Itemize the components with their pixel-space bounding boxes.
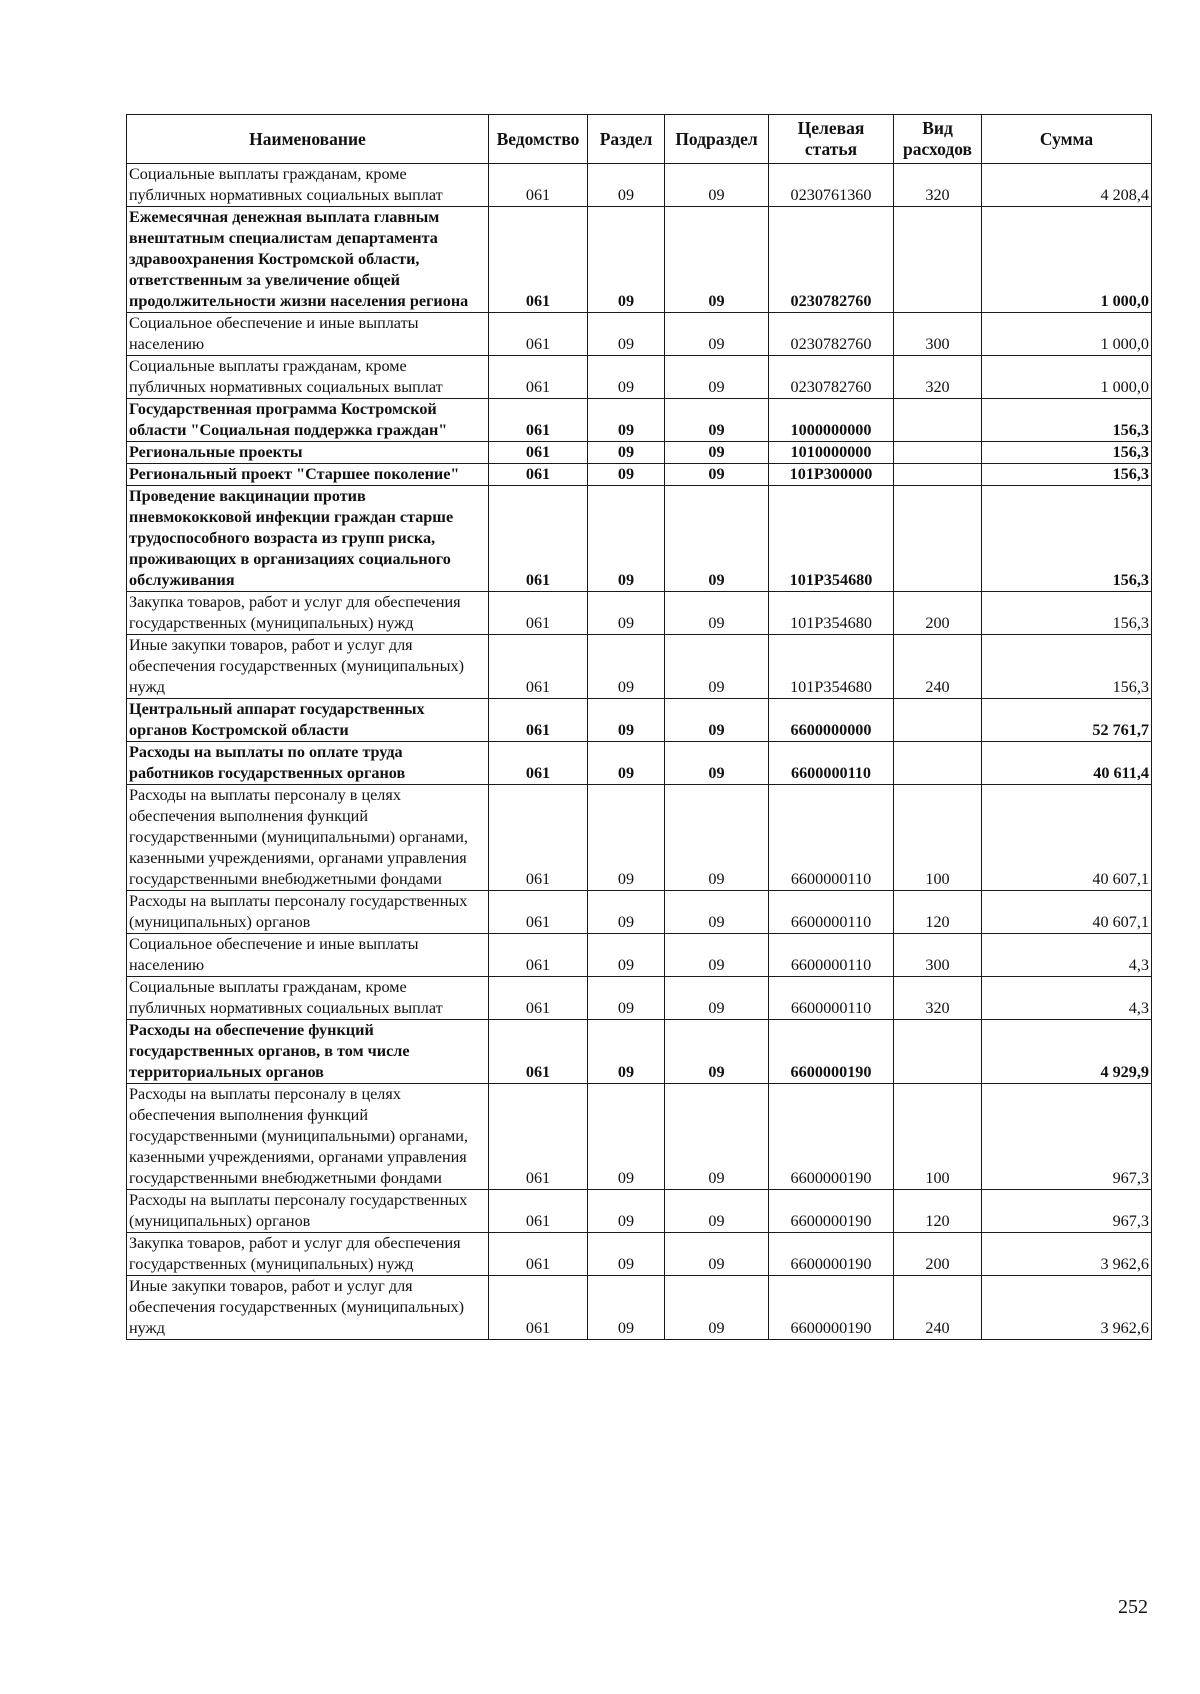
cell-department: 061 [489, 785, 588, 891]
cell-subsection: 09 [665, 207, 769, 313]
table-row [127, 934, 1152, 977]
cell-expense-type [894, 442, 982, 464]
cell-expense-type [894, 486, 982, 592]
cell-subsection: 09 [665, 1233, 769, 1276]
column-header-section: Раздел [588, 115, 665, 164]
cell-subsection: 09 [665, 464, 769, 486]
cell-target-item: 6600000190 [769, 1276, 894, 1340]
table-row [127, 742, 1152, 785]
table-row [127, 977, 1152, 1020]
cell-name: Проведение вакцинации против пневмококковой инфекции граждан старше трудоспособного возраста из групп риска, проживающих в организациях социального обслуживания [127, 486, 489, 592]
cell-name: Центральный аппарат государственных органов Костромской области [127, 699, 489, 742]
cell-expense-type: 320 [894, 164, 982, 207]
cell-expense-type [894, 464, 982, 486]
cell-target-item: 101P354680 [769, 592, 894, 635]
cell-section: 09 [588, 486, 665, 592]
table-row [127, 207, 1152, 313]
cell-name: Расходы на выплаты персоналу в целях обеспечения выполнения функций государственными (муниципальными) органами, казенными учреждениями, органами управления государственными внебюджетными фондами [127, 785, 489, 891]
cell-expense-type: 240 [894, 635, 982, 699]
table-row [127, 1190, 1152, 1233]
table-row [127, 699, 1152, 742]
cell-subsection: 09 [665, 1276, 769, 1340]
cell-subsection: 09 [665, 934, 769, 977]
cell-section: 09 [588, 1020, 665, 1084]
cell-department: 061 [489, 464, 588, 486]
cell-expense-type: 300 [894, 934, 982, 977]
cell-amount: 156,3 [982, 635, 1152, 699]
cell-section: 09 [588, 592, 665, 635]
cell-department: 061 [489, 442, 588, 464]
cell-target-item: 101P354680 [769, 486, 894, 592]
cell-department: 061 [489, 1020, 588, 1084]
cell-subsection: 09 [665, 399, 769, 442]
table-row [127, 1084, 1152, 1190]
cell-section: 09 [588, 934, 665, 977]
cell-amount: 3 962,6 [982, 1233, 1152, 1276]
cell-name: Иные закупки товаров, работ и услуг для обеспечения государственных (муниципальных) нужд [127, 635, 489, 699]
cell-section: 09 [588, 891, 665, 934]
cell-name: Социальные выплаты гражданам, кроме публичных нормативных социальных выплат [127, 164, 489, 207]
cell-expense-type: 300 [894, 313, 982, 356]
cell-name: Расходы на выплаты персоналу государственных (муниципальных) органов [127, 1190, 489, 1233]
cell-section: 09 [588, 442, 665, 464]
cell-amount: 156,3 [982, 592, 1152, 635]
table-row [127, 785, 1152, 891]
cell-name: Социальное обеспечение и иные выплаты населению [127, 313, 489, 356]
cell-subsection: 09 [665, 1084, 769, 1190]
table-row [127, 356, 1152, 399]
cell-name: Региональные проекты [127, 442, 489, 464]
cell-section: 09 [588, 464, 665, 486]
cell-name: Расходы на выплаты персоналу в целях обеспечения выполнения функций государственными (муниципальными) органами, казенными учреждениями, органами управления государственными внебюджетными фондами [127, 1084, 489, 1190]
column-header-expense-type: Вид расходов [894, 115, 982, 164]
cell-expense-type: 120 [894, 1190, 982, 1233]
cell-department: 061 [489, 1084, 588, 1190]
table-row [127, 313, 1152, 356]
cell-name: Закупка товаров, работ и услуг для обеспечения государственных (муниципальных) нужд [127, 592, 489, 635]
cell-amount: 40 607,1 [982, 785, 1152, 891]
table-body [127, 164, 1152, 1340]
cell-section: 09 [588, 1190, 665, 1233]
cell-expense-type: 320 [894, 356, 982, 399]
page-number: 252 [1118, 1596, 1148, 1618]
cell-subsection: 09 [665, 592, 769, 635]
cell-expense-type: 200 [894, 1233, 982, 1276]
cell-target-item: 101P354680 [769, 635, 894, 699]
table-row [127, 486, 1152, 592]
cell-department: 061 [489, 313, 588, 356]
cell-target-item: 6600000110 [769, 742, 894, 785]
cell-department: 061 [489, 977, 588, 1020]
table-row [127, 1233, 1152, 1276]
cell-target-item: 6600000110 [769, 934, 894, 977]
cell-name: Закупка товаров, работ и услуг для обеспечения государственных (муниципальных) нужд [127, 1233, 489, 1276]
table-row [127, 164, 1152, 207]
cell-amount: 52 761,7 [982, 699, 1152, 742]
cell-section: 09 [588, 785, 665, 891]
cell-target-item: 1000000000 [769, 399, 894, 442]
cell-amount: 40 607,1 [982, 891, 1152, 934]
cell-target-item: 101P300000 [769, 464, 894, 486]
cell-amount: 156,3 [982, 442, 1152, 464]
cell-department: 061 [489, 592, 588, 635]
cell-subsection: 09 [665, 356, 769, 399]
cell-department: 061 [489, 934, 588, 977]
cell-amount: 4,3 [982, 977, 1152, 1020]
table-row [127, 635, 1152, 699]
cell-amount: 4 929,9 [982, 1020, 1152, 1084]
cell-department: 061 [489, 635, 588, 699]
column-header-subsection: Подраздел [665, 115, 769, 164]
cell-target-item: 6600000190 [769, 1190, 894, 1233]
cell-name: Иные закупки товаров, работ и услуг для обеспечения государственных (муниципальных) нужд [127, 1276, 489, 1340]
cell-name: Расходы на выплаты по оплате труда работников государственных органов [127, 742, 489, 785]
cell-amount: 1 000,0 [982, 207, 1152, 313]
cell-expense-type [894, 742, 982, 785]
cell-amount: 3 962,6 [982, 1276, 1152, 1340]
cell-subsection: 09 [665, 486, 769, 592]
cell-subsection: 09 [665, 742, 769, 785]
cell-section: 09 [588, 399, 665, 442]
table-row [127, 1276, 1152, 1340]
cell-department: 061 [489, 1276, 588, 1340]
cell-target-item: 0230761360 [769, 164, 894, 207]
table-row [127, 442, 1152, 464]
cell-department: 061 [489, 356, 588, 399]
cell-expense-type [894, 699, 982, 742]
cell-expense-type [894, 1020, 982, 1084]
cell-name: Региональный проект "Старшее поколение" [127, 464, 489, 486]
cell-section: 09 [588, 1276, 665, 1340]
cell-name: Социальные выплаты гражданам, кроме публичных нормативных социальных выплат [127, 977, 489, 1020]
cell-name: Государственная программа Костромской области "Социальная поддержка граждан" [127, 399, 489, 442]
cell-subsection: 09 [665, 891, 769, 934]
cell-amount: 40 611,4 [982, 742, 1152, 785]
column-header-department: Ведомство [489, 115, 588, 164]
cell-amount: 156,3 [982, 486, 1152, 592]
cell-subsection: 09 [665, 313, 769, 356]
cell-subsection: 09 [665, 442, 769, 464]
cell-target-item: 6600000110 [769, 891, 894, 934]
cell-expense-type: 100 [894, 1084, 982, 1190]
cell-amount: 156,3 [982, 399, 1152, 442]
cell-section: 09 [588, 313, 665, 356]
cell-department: 061 [489, 742, 588, 785]
cell-target-item: 0230782760 [769, 207, 894, 313]
cell-department: 061 [489, 164, 588, 207]
cell-name: Социальное обеспечение и иные выплаты населению [127, 934, 489, 977]
cell-expense-type: 120 [894, 891, 982, 934]
cell-target-item: 0230782760 [769, 313, 894, 356]
cell-subsection: 09 [665, 785, 769, 891]
cell-target-item: 6600000190 [769, 1020, 894, 1084]
cell-expense-type: 320 [894, 977, 982, 1020]
cell-subsection: 09 [665, 1020, 769, 1084]
cell-section: 09 [588, 1084, 665, 1190]
cell-target-item: 6600000110 [769, 977, 894, 1020]
cell-target-item: 1010000000 [769, 442, 894, 464]
cell-target-item: 6600000190 [769, 1233, 894, 1276]
cell-target-item: 6600000190 [769, 1084, 894, 1190]
cell-department: 061 [489, 1190, 588, 1233]
cell-name: Расходы на выплаты персоналу государственных (муниципальных) органов [127, 891, 489, 934]
cell-amount: 1 000,0 [982, 356, 1152, 399]
cell-target-item: 0230782760 [769, 356, 894, 399]
cell-expense-type: 240 [894, 1276, 982, 1340]
cell-amount: 4 208,4 [982, 164, 1152, 207]
cell-section: 09 [588, 164, 665, 207]
cell-name: Ежемесячная денежная выплата главным внештатным специалистам департамента здравоохранения Костромской области, ответственным за увеличение общей продолжительности жизни населения региона [127, 207, 489, 313]
cell-department: 061 [489, 486, 588, 592]
cell-section: 09 [588, 699, 665, 742]
cell-expense-type [894, 399, 982, 442]
cell-section: 09 [588, 977, 665, 1020]
cell-expense-type [894, 207, 982, 313]
cell-expense-type: 100 [894, 785, 982, 891]
cell-section: 09 [588, 1233, 665, 1276]
cell-department: 061 [489, 699, 588, 742]
column-header-amount: Сумма [982, 115, 1152, 164]
table-row [127, 592, 1152, 635]
cell-department: 061 [489, 1233, 588, 1276]
column-header-target-item: Целевая статья [769, 115, 894, 164]
column-header-name: Наименование [127, 115, 489, 164]
cell-section: 09 [588, 207, 665, 313]
cell-section: 09 [588, 356, 665, 399]
cell-section: 09 [588, 742, 665, 785]
table-row [127, 399, 1152, 442]
cell-department: 061 [489, 207, 588, 313]
cell-amount: 967,3 [982, 1190, 1152, 1233]
expenditure-table [126, 114, 1152, 1340]
cell-amount: 1 000,0 [982, 313, 1152, 356]
cell-amount: 156,3 [982, 464, 1152, 486]
table-header-row [127, 115, 1152, 164]
cell-subsection: 09 [665, 1190, 769, 1233]
cell-name: Социальные выплаты гражданам, кроме публичных нормативных социальных выплат [127, 356, 489, 399]
cell-expense-type: 200 [894, 592, 982, 635]
cell-target-item: 6600000000 [769, 699, 894, 742]
table-row [127, 464, 1152, 486]
table-row [127, 891, 1152, 934]
cell-amount: 4,3 [982, 934, 1152, 977]
cell-subsection: 09 [665, 635, 769, 699]
cell-subsection: 09 [665, 977, 769, 1020]
cell-subsection: 09 [665, 164, 769, 207]
cell-department: 061 [489, 891, 588, 934]
cell-subsection: 09 [665, 699, 769, 742]
cell-section: 09 [588, 635, 665, 699]
table-row [127, 1020, 1152, 1084]
cell-target-item: 6600000110 [769, 785, 894, 891]
cell-amount: 967,3 [982, 1084, 1152, 1190]
cell-name: Расходы на обеспечение функций государственных органов, в том числе территориальных органов [127, 1020, 489, 1084]
cell-department: 061 [489, 399, 588, 442]
